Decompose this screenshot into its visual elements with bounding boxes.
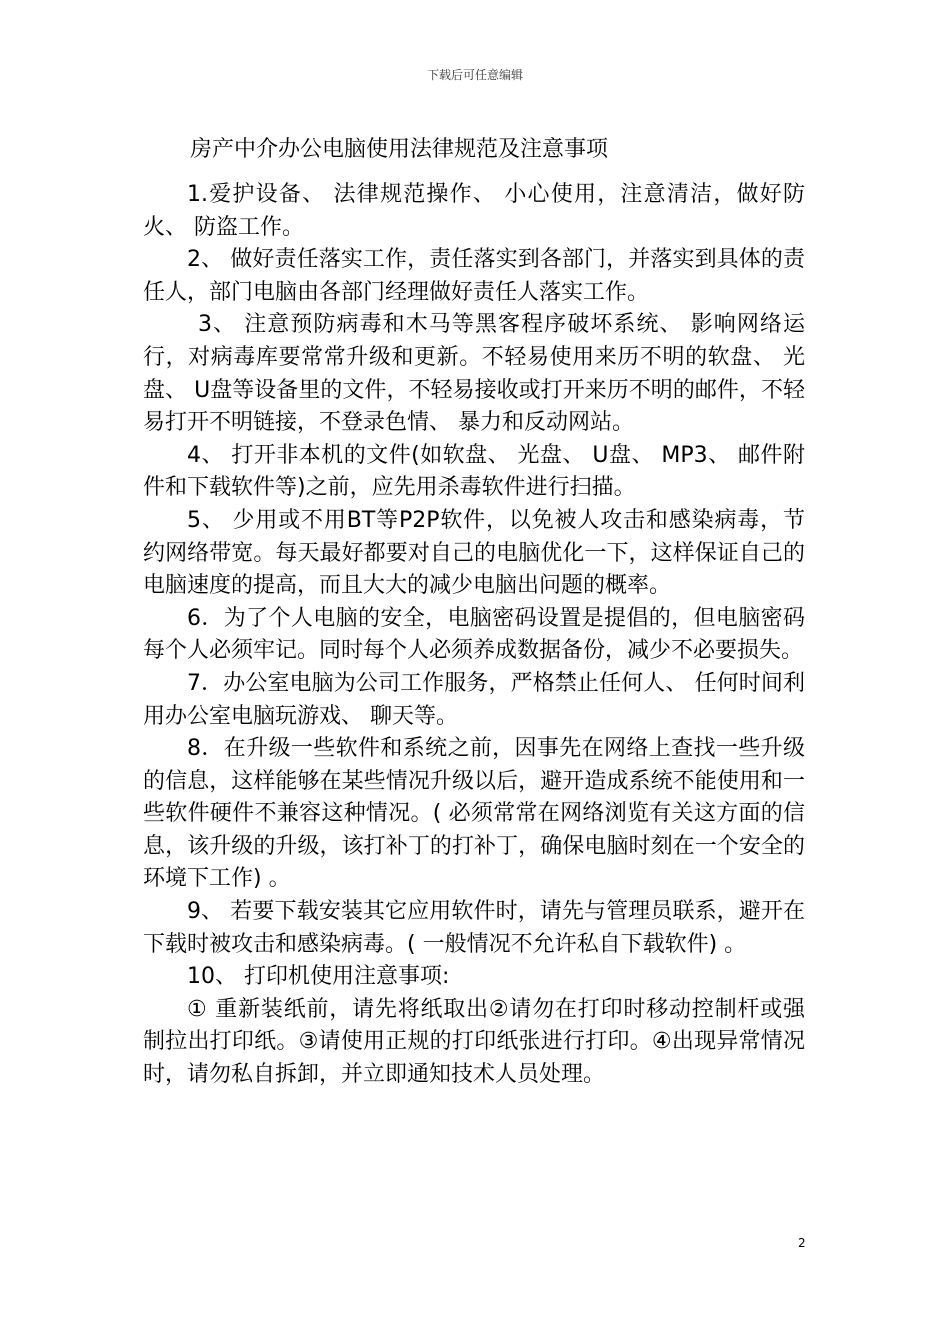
paragraph-6: 6．为了个人电脑的安全，电脑密码设置是提倡的，但电脑密码每个人必须牢记。同时每个人必须养成数据备份，减少不必要损失。 bbox=[143, 605, 805, 664]
paragraph-10: 10、 打印机使用注意事项: bbox=[187, 964, 450, 990]
paragraph-7: 7．办公室电脑为公司工作服务，严格禁止任何人、 任何时间利用办公室电脑玩游戏、 聊天等。 bbox=[143, 670, 805, 729]
header-note: 下载后可任意编辑 bbox=[426, 68, 523, 82]
paragraph-11: ① 重新装纸前，请先将纸取出②请勿在打印时移动控制杆或强制拉出打印纸。③请使用正规的打印纸张进行打印。④出现异常情况时，请勿私自拆卸，并立即通知技术人员处理。 bbox=[143, 996, 805, 1088]
paragraph-9: 9、 若要下载安装其它应用软件时，请先与管理员联系，避开在下载时被攻击和感染病毒。( 一般情况不允许私自下载软件) 。 bbox=[143, 899, 805, 957]
paragraph-1: 1.爱护设备、 法律规范操作、 小心使用，注意清洁，做好防火、 防盗工作。 bbox=[143, 182, 805, 240]
document-body bbox=[143, 179, 805, 1092]
paragraph-8: 8．在升级一些软件和系统之前，因事先在网络上查找一些升级的信息，这样能够在某些情况升级以后，避开造成系统不能使用和一些软件硬件不兼容这种情况。( 必须常常在网络浏览有关这方面的信息，该升级的升级，该打补丁的打补丁，确保电脑时刻在一个安全的环境下工作) 。 bbox=[143, 736, 805, 892]
paragraph-3: 3、 注意预防病毒和木马等黑客程序破坏系统、 影响网络运行，对病毒库要常常升级和更新。不轻易使用来历不明的软盘、 光盘、 U盘等设备里的文件，不轻易接收或打开来历不明的邮件，不轻易打开不明链接，不登录色情、 暴力和反动网站。 bbox=[143, 312, 805, 436]
document-title: 房产中介办公电脑使用法律规范及注意事项 bbox=[190, 137, 609, 162]
paragraph-4: 4、 打开非本机的文件(如软盘、 光盘、 U盘、 MP3、 邮件附件和下载软件等)之前，应先用杀毒软件进行扫描。 bbox=[143, 442, 805, 501]
paragraph-2: 2、 做好责任落实工作，责任落实到各部门，并落实到具体的责任人，部门电脑由各部门经理做好责任人落实工作。 bbox=[143, 247, 805, 305]
paragraph-5: 5、 少用或不用BT等P2P软件，以免被人攻击和感染病毒，节约网络带宽。每天最好都要对自己的电脑优化一下，这样保证自己的电脑速度的提高，而且大大的减少电脑出问题的概率。 bbox=[143, 507, 805, 599]
page-number: 2 bbox=[798, 1236, 806, 1250]
